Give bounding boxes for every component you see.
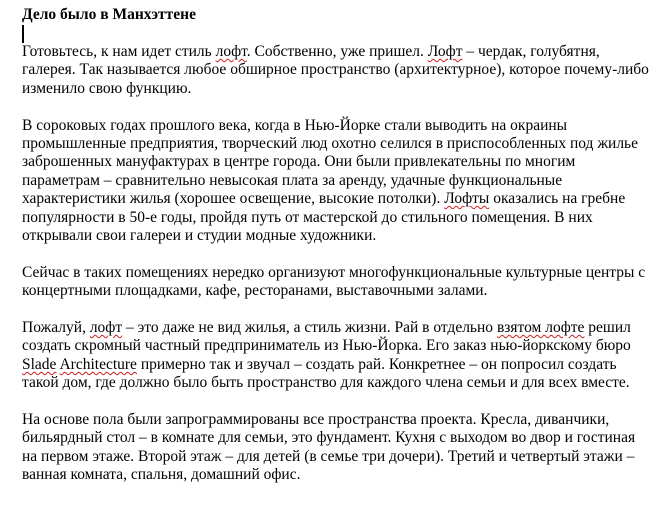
paragraph-spacer (22, 98, 654, 116)
paragraph (22, 117, 654, 246)
paragraph-spacer (22, 393, 654, 411)
spellcheck-flagged-word: Slade (22, 355, 57, 373)
document-title: Дело было в Манхэттене (22, 6, 196, 23)
paragraph-text: решил создать скромный частный предприниматель из Нью-Йорка. Его заказ нью-йоркскому бюро (22, 319, 631, 355)
paragraph-spacer (22, 245, 654, 263)
spellcheck-flagged-word: взятом лофте (496, 319, 585, 337)
paragraph-text: Готовьтесь, к нам идет стиль (22, 43, 216, 60)
paragraph-text: Сейчас в таких помещениях нередко организуют многофункциональные культурные центры с концертными площадками, кафе, ресторанами, выставочными залами. (22, 263, 646, 300)
paragraph-text: В сороковых годах прошлого века, когда в Нью-Йорке стали выводить на окраины промышленные предприятия, творческий люд охотно селился в приспособленных под жилье заброшенных мануфактурах в центре города. Они были привлекательны по многим параметрам – сравнительно невысокая плата за аренду, удачные функциональные характеристики жилья (хорошее освещение, высокие потолки). (22, 116, 639, 208)
spellcheck-flagged-word: Лофты (444, 190, 490, 208)
paragraph-text: Пожалуй, (22, 319, 90, 337)
paragraph (22, 264, 654, 301)
text-cursor (22, 25, 24, 43)
paragraph-text: . Собственно, уже пришел. (246, 43, 428, 60)
paragraph-text: оказались на гребне популярности в 50-е годы, пройдя путь от мастерской до стильного помещения. В них открывали свои галереи и студии модные художники. (22, 190, 626, 245)
paragraph-text: – это даже не вид жилья, а стиль жизни. Рай в отдельно (122, 319, 497, 337)
spellcheck-flagged-word: Architecture (59, 355, 137, 373)
document-body[interactable] (22, 6, 654, 485)
paragraph (22, 411, 654, 485)
spellcheck-flagged-word: Лофт (427, 43, 463, 60)
spellcheck-flagged-word: лофт (215, 43, 247, 60)
paragraph-spacer (22, 301, 654, 319)
paragraph (22, 43, 654, 98)
paragraph-text: На основе пола были запрограммированы все пространства проекта. Кресла, диванчики, бильярдный стол – в комнате для семьи, это фундамент. Кухня с выходом во двор и гостиная на первом этаже. Второй этаж – для детей (в семье три дочери). Третий и четвертый этажи – ванная комната, спальня, домашний офис. (22, 411, 636, 484)
paragraph-text: – чердак, голубятня, галерея. Так называется любое обширное пространство (архитектурное), которое почему-либо изменило свою функцию. (22, 43, 649, 97)
paragraphs-container (22, 43, 654, 485)
paragraph (22, 319, 654, 393)
spellcheck-flagged-word: лофт (89, 319, 123, 337)
paragraph-text: примерно так и звучал – создать рай. Конкретнее – он попросил создать такой дом, где должно было быть пространство для каждого члена семьи и для всех вместе. (22, 355, 630, 392)
